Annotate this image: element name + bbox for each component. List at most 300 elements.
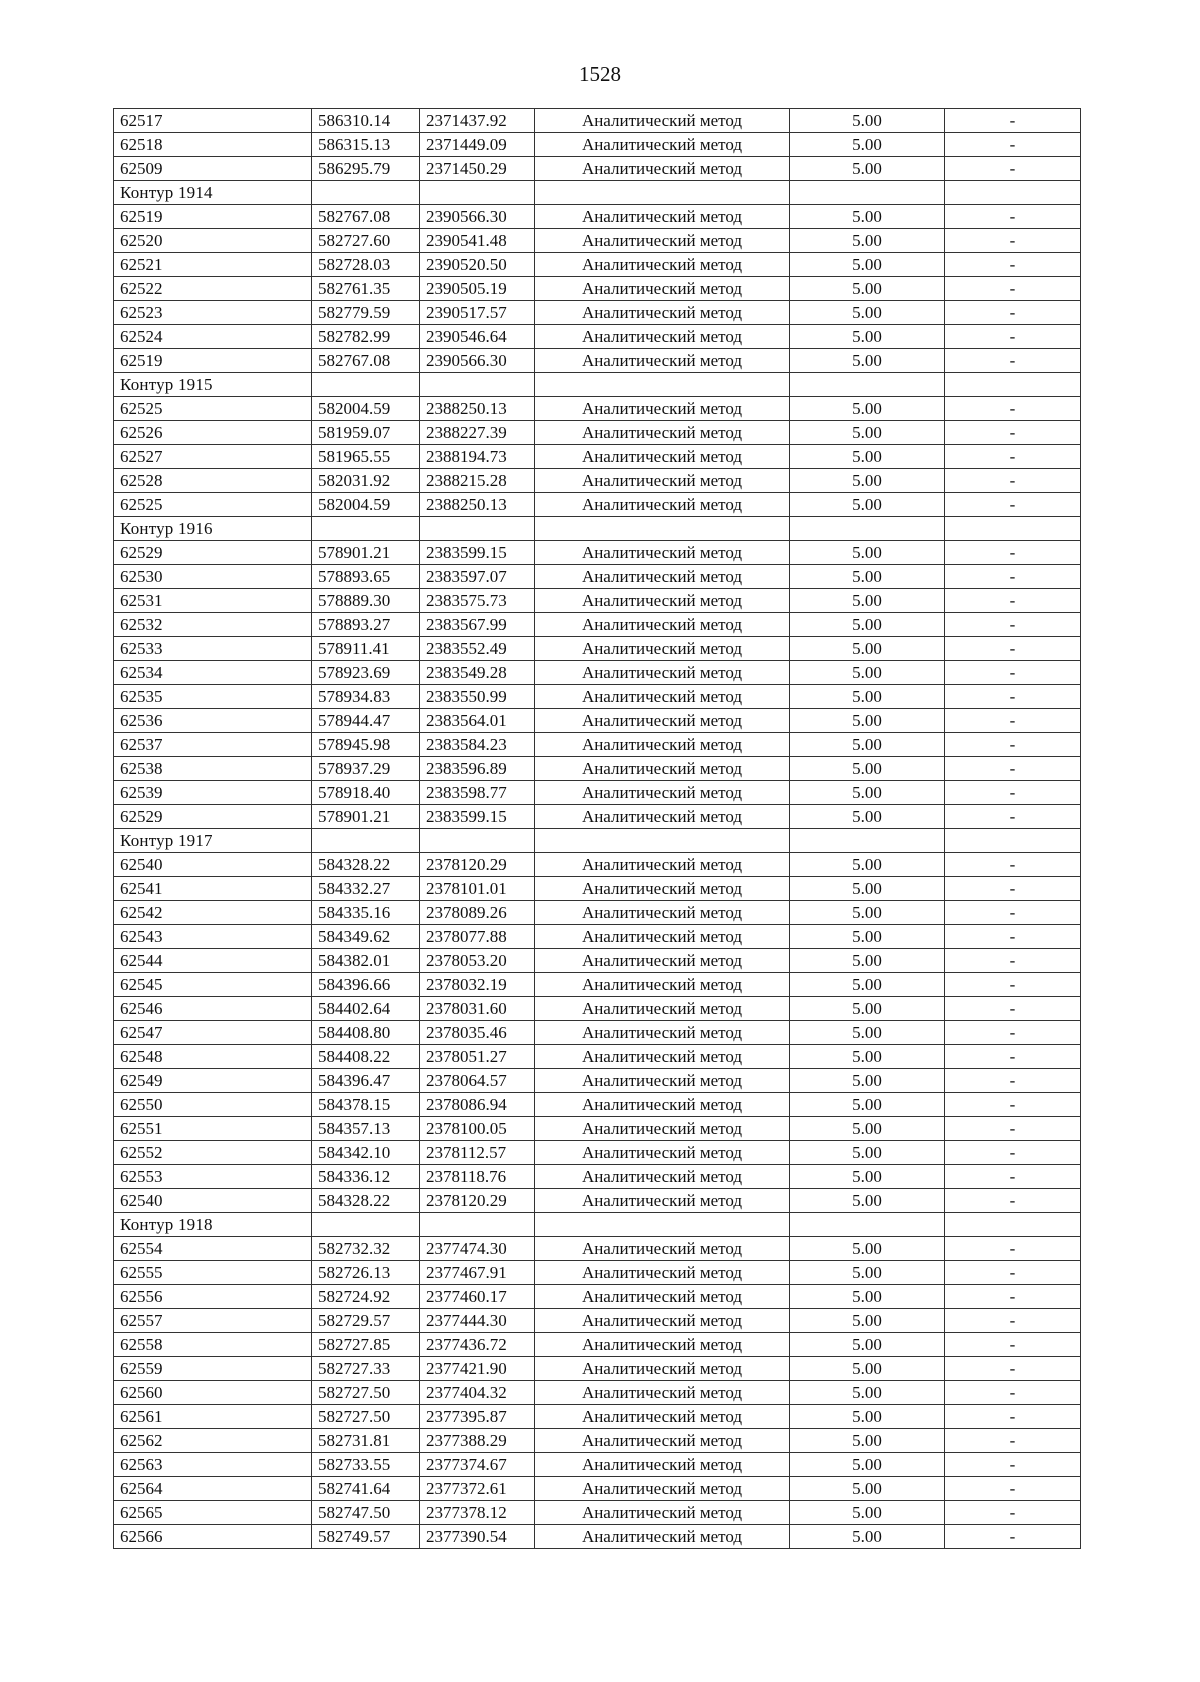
y-coordinate-cell: 2390546.64 — [420, 325, 535, 349]
point-id-cell: 62518 — [114, 133, 312, 157]
point-id-cell: 62529 — [114, 805, 312, 829]
x-coordinate-cell: 582726.13 — [312, 1261, 420, 1285]
coordinates-table-body — [114, 109, 1081, 1549]
note-cell: - — [945, 469, 1081, 493]
y-coordinate-cell: 2377460.17 — [420, 1285, 535, 1309]
y-coordinate-cell: 2377372.61 — [420, 1477, 535, 1501]
table-row — [114, 709, 1081, 733]
table-row — [114, 445, 1081, 469]
point-id-cell: 62561 — [114, 1405, 312, 1429]
note-cell: - — [945, 1069, 1081, 1093]
x-coordinate-cell: 578923.69 — [312, 661, 420, 685]
table-row — [114, 205, 1081, 229]
error-value-cell: 5.00 — [790, 325, 945, 349]
empty-cell — [945, 1213, 1081, 1237]
note-cell: - — [945, 1381, 1081, 1405]
y-coordinate-cell: 2383597.07 — [420, 565, 535, 589]
error-value-cell: 5.00 — [790, 1501, 945, 1525]
note-cell: - — [945, 1333, 1081, 1357]
y-coordinate-cell: 2388250.13 — [420, 493, 535, 517]
error-value-cell: 5.00 — [790, 205, 945, 229]
table-row — [114, 277, 1081, 301]
note-cell: - — [945, 661, 1081, 685]
contour-label-cell: Контур 1918 — [114, 1213, 312, 1237]
point-id-cell: 62560 — [114, 1381, 312, 1405]
x-coordinate-cell: 581965.55 — [312, 445, 420, 469]
table-row — [114, 1093, 1081, 1117]
empty-cell — [312, 1213, 420, 1237]
x-coordinate-cell: 582031.92 — [312, 469, 420, 493]
table-row — [114, 925, 1081, 949]
error-value-cell: 5.00 — [790, 1429, 945, 1453]
point-id-cell: 62546 — [114, 997, 312, 1021]
error-value-cell: 5.00 — [790, 1453, 945, 1477]
error-value-cell: 5.00 — [790, 997, 945, 1021]
y-coordinate-cell: 2388227.39 — [420, 421, 535, 445]
x-coordinate-cell: 582767.08 — [312, 349, 420, 373]
error-value-cell: 5.00 — [790, 229, 945, 253]
y-coordinate-cell: 2383549.28 — [420, 661, 535, 685]
table-row — [114, 613, 1081, 637]
x-coordinate-cell: 584328.22 — [312, 1189, 420, 1213]
error-value-cell: 5.00 — [790, 853, 945, 877]
table-row — [114, 325, 1081, 349]
point-id-cell: 62541 — [114, 877, 312, 901]
empty-cell — [535, 517, 790, 541]
note-cell: - — [945, 445, 1081, 469]
point-id-cell: 62519 — [114, 349, 312, 373]
note-cell: - — [945, 565, 1081, 589]
empty-cell — [312, 517, 420, 541]
method-cell: Аналитический метод — [535, 661, 790, 685]
method-cell: Аналитический метод — [535, 709, 790, 733]
error-value-cell: 5.00 — [790, 541, 945, 565]
contour-label-cell: Контур 1917 — [114, 829, 312, 853]
point-id-cell: 62535 — [114, 685, 312, 709]
note-cell: - — [945, 277, 1081, 301]
error-value-cell: 5.00 — [790, 1381, 945, 1405]
x-coordinate-cell: 582004.59 — [312, 397, 420, 421]
note-cell: - — [945, 805, 1081, 829]
note-cell: - — [945, 349, 1081, 373]
x-coordinate-cell: 582728.03 — [312, 253, 420, 277]
y-coordinate-cell: 2377444.30 — [420, 1309, 535, 1333]
note-cell: - — [945, 997, 1081, 1021]
y-coordinate-cell: 2390541.48 — [420, 229, 535, 253]
x-coordinate-cell: 582727.33 — [312, 1357, 420, 1381]
y-coordinate-cell: 2383598.77 — [420, 781, 535, 805]
point-id-cell: 62542 — [114, 901, 312, 925]
error-value-cell: 5.00 — [790, 685, 945, 709]
error-value-cell: 5.00 — [790, 1069, 945, 1093]
x-coordinate-cell: 578937.29 — [312, 757, 420, 781]
y-coordinate-cell: 2383575.73 — [420, 589, 535, 613]
x-coordinate-cell: 584378.15 — [312, 1093, 420, 1117]
contour-header-row — [114, 373, 1081, 397]
x-coordinate-cell: 582782.99 — [312, 325, 420, 349]
error-value-cell: 5.00 — [790, 877, 945, 901]
note-cell: - — [945, 1117, 1081, 1141]
error-value-cell: 5.00 — [790, 589, 945, 613]
error-value-cell: 5.00 — [790, 157, 945, 181]
table-row — [114, 637, 1081, 661]
error-value-cell: 5.00 — [790, 1405, 945, 1429]
note-cell: - — [945, 613, 1081, 637]
table-row — [114, 901, 1081, 925]
point-id-cell: 62509 — [114, 157, 312, 181]
error-value-cell: 5.00 — [790, 133, 945, 157]
contour-header-row — [114, 1213, 1081, 1237]
y-coordinate-cell: 2378032.19 — [420, 973, 535, 997]
point-id-cell: 62565 — [114, 1501, 312, 1525]
table-row — [114, 877, 1081, 901]
table-row — [114, 109, 1081, 133]
note-cell: - — [945, 1237, 1081, 1261]
y-coordinate-cell: 2377436.72 — [420, 1333, 535, 1357]
x-coordinate-cell: 584408.22 — [312, 1045, 420, 1069]
x-coordinate-cell: 584357.13 — [312, 1117, 420, 1141]
empty-cell — [535, 1213, 790, 1237]
point-id-cell: 62536 — [114, 709, 312, 733]
note-cell: - — [945, 1309, 1081, 1333]
method-cell: Аналитический метод — [535, 877, 790, 901]
x-coordinate-cell: 582767.08 — [312, 205, 420, 229]
empty-cell — [312, 181, 420, 205]
error-value-cell: 5.00 — [790, 781, 945, 805]
point-id-cell: 62564 — [114, 1477, 312, 1501]
error-value-cell: 5.00 — [790, 1285, 945, 1309]
table-row — [114, 1165, 1081, 1189]
note-cell: - — [945, 1453, 1081, 1477]
error-value-cell: 5.00 — [790, 1045, 945, 1069]
contour-header-row — [114, 517, 1081, 541]
note-cell: - — [945, 1477, 1081, 1501]
y-coordinate-cell: 2390517.57 — [420, 301, 535, 325]
error-value-cell: 5.00 — [790, 1333, 945, 1357]
y-coordinate-cell: 2378077.88 — [420, 925, 535, 949]
y-coordinate-cell: 2383552.49 — [420, 637, 535, 661]
x-coordinate-cell: 582004.59 — [312, 493, 420, 517]
error-value-cell: 5.00 — [790, 925, 945, 949]
empty-cell — [535, 829, 790, 853]
point-id-cell: 62529 — [114, 541, 312, 565]
x-coordinate-cell: 582727.85 — [312, 1333, 420, 1357]
error-value-cell: 5.00 — [790, 1141, 945, 1165]
table-row — [114, 1021, 1081, 1045]
point-id-cell: 62559 — [114, 1357, 312, 1381]
x-coordinate-cell: 584328.22 — [312, 853, 420, 877]
table-row — [114, 1477, 1081, 1501]
error-value-cell: 5.00 — [790, 565, 945, 589]
method-cell: Аналитический метод — [535, 1333, 790, 1357]
y-coordinate-cell: 2388215.28 — [420, 469, 535, 493]
note-cell: - — [945, 589, 1081, 613]
point-id-cell: 62554 — [114, 1237, 312, 1261]
method-cell: Аналитический метод — [535, 613, 790, 637]
point-id-cell: 62522 — [114, 277, 312, 301]
x-coordinate-cell: 578889.30 — [312, 589, 420, 613]
empty-cell — [535, 181, 790, 205]
table-row — [114, 1381, 1081, 1405]
note-cell: - — [945, 877, 1081, 901]
table-row — [114, 661, 1081, 685]
note-cell: - — [945, 325, 1081, 349]
note-cell: - — [945, 1501, 1081, 1525]
point-id-cell: 62558 — [114, 1333, 312, 1357]
method-cell: Аналитический метод — [535, 1021, 790, 1045]
method-cell: Аналитический метод — [535, 589, 790, 613]
point-id-cell: 62562 — [114, 1429, 312, 1453]
method-cell: Аналитический метод — [535, 925, 790, 949]
note-cell: - — [945, 1285, 1081, 1309]
method-cell: Аналитический метод — [535, 1405, 790, 1429]
contour-label-cell: Контур 1915 — [114, 373, 312, 397]
y-coordinate-cell: 2378120.29 — [420, 1189, 535, 1213]
method-cell: Аналитический метод — [535, 157, 790, 181]
y-coordinate-cell: 2378086.94 — [420, 1093, 535, 1117]
empty-cell — [790, 517, 945, 541]
error-value-cell: 5.00 — [790, 469, 945, 493]
contour-label-cell: Контур 1914 — [114, 181, 312, 205]
method-cell: Аналитический метод — [535, 277, 790, 301]
y-coordinate-cell: 2378031.60 — [420, 997, 535, 1021]
method-cell: Аналитический метод — [535, 349, 790, 373]
y-coordinate-cell: 2383599.15 — [420, 541, 535, 565]
method-cell: Аналитический метод — [535, 1381, 790, 1405]
note-cell: - — [945, 229, 1081, 253]
table-row — [114, 133, 1081, 157]
point-id-cell: 62551 — [114, 1117, 312, 1141]
x-coordinate-cell: 584336.12 — [312, 1165, 420, 1189]
method-cell: Аналитический метод — [535, 1189, 790, 1213]
point-id-cell: 62553 — [114, 1165, 312, 1189]
y-coordinate-cell: 2378101.01 — [420, 877, 535, 901]
note-cell: - — [945, 421, 1081, 445]
point-id-cell: 62540 — [114, 853, 312, 877]
x-coordinate-cell: 578893.65 — [312, 565, 420, 589]
error-value-cell: 5.00 — [790, 709, 945, 733]
table-row — [114, 1525, 1081, 1549]
note-cell: - — [945, 205, 1081, 229]
point-id-cell: 62540 — [114, 1189, 312, 1213]
empty-cell — [420, 517, 535, 541]
point-id-cell: 62525 — [114, 397, 312, 421]
y-coordinate-cell: 2377474.30 — [420, 1237, 535, 1261]
error-value-cell: 5.00 — [790, 1237, 945, 1261]
table-row — [114, 397, 1081, 421]
point-id-cell: 62538 — [114, 757, 312, 781]
table-row — [114, 1117, 1081, 1141]
table-row — [114, 229, 1081, 253]
empty-cell — [945, 181, 1081, 205]
note-cell: - — [945, 733, 1081, 757]
table-row — [114, 1429, 1081, 1453]
point-id-cell: 62524 — [114, 325, 312, 349]
method-cell: Аналитический метод — [535, 1453, 790, 1477]
note-cell: - — [945, 1165, 1081, 1189]
method-cell: Аналитический метод — [535, 301, 790, 325]
x-coordinate-cell: 584335.16 — [312, 901, 420, 925]
point-id-cell: 62556 — [114, 1285, 312, 1309]
point-id-cell: 62533 — [114, 637, 312, 661]
method-cell: Аналитический метод — [535, 1357, 790, 1381]
method-cell: Аналитический метод — [535, 1237, 790, 1261]
error-value-cell: 5.00 — [790, 1525, 945, 1549]
error-value-cell: 5.00 — [790, 421, 945, 445]
table-row — [114, 1261, 1081, 1285]
table-row — [114, 1285, 1081, 1309]
x-coordinate-cell: 584396.66 — [312, 973, 420, 997]
error-value-cell: 5.00 — [790, 1357, 945, 1381]
x-coordinate-cell: 582724.92 — [312, 1285, 420, 1309]
error-value-cell: 5.00 — [790, 1189, 945, 1213]
error-value-cell: 5.00 — [790, 613, 945, 637]
error-value-cell: 5.00 — [790, 901, 945, 925]
table-row — [114, 469, 1081, 493]
error-value-cell: 5.00 — [790, 301, 945, 325]
table-row — [114, 733, 1081, 757]
y-coordinate-cell: 2377467.91 — [420, 1261, 535, 1285]
error-value-cell: 5.00 — [790, 949, 945, 973]
y-coordinate-cell: 2378112.57 — [420, 1141, 535, 1165]
x-coordinate-cell: 582779.59 — [312, 301, 420, 325]
note-cell: - — [945, 925, 1081, 949]
y-coordinate-cell: 2390520.50 — [420, 253, 535, 277]
error-value-cell: 5.00 — [790, 493, 945, 517]
error-value-cell: 5.00 — [790, 1309, 945, 1333]
table-row — [114, 973, 1081, 997]
point-id-cell: 62545 — [114, 973, 312, 997]
note-cell: - — [945, 157, 1081, 181]
y-coordinate-cell: 2377378.12 — [420, 1501, 535, 1525]
error-value-cell: 5.00 — [790, 277, 945, 301]
y-coordinate-cell: 2383584.23 — [420, 733, 535, 757]
note-cell: - — [945, 397, 1081, 421]
note-cell: - — [945, 1093, 1081, 1117]
note-cell: - — [945, 709, 1081, 733]
y-coordinate-cell: 2377421.90 — [420, 1357, 535, 1381]
note-cell: - — [945, 1261, 1081, 1285]
point-id-cell: 62537 — [114, 733, 312, 757]
y-coordinate-cell: 2388250.13 — [420, 397, 535, 421]
y-coordinate-cell: 2390505.19 — [420, 277, 535, 301]
method-cell: Аналитический метод — [535, 325, 790, 349]
y-coordinate-cell: 2371437.92 — [420, 109, 535, 133]
note-cell: - — [945, 1141, 1081, 1165]
method-cell: Аналитический метод — [535, 493, 790, 517]
y-coordinate-cell: 2390566.30 — [420, 349, 535, 373]
x-coordinate-cell: 581959.07 — [312, 421, 420, 445]
table-row — [114, 805, 1081, 829]
method-cell: Аналитический метод — [535, 781, 790, 805]
x-coordinate-cell: 582741.64 — [312, 1477, 420, 1501]
table-row — [114, 1045, 1081, 1069]
error-value-cell: 5.00 — [790, 1021, 945, 1045]
y-coordinate-cell: 2378051.27 — [420, 1045, 535, 1069]
table-row — [114, 685, 1081, 709]
method-cell: Аналитический метод — [535, 1309, 790, 1333]
y-coordinate-cell: 2378035.46 — [420, 1021, 535, 1045]
note-cell: - — [945, 901, 1081, 925]
method-cell: Аналитический метод — [535, 733, 790, 757]
note-cell: - — [945, 133, 1081, 157]
empty-cell — [790, 373, 945, 397]
method-cell: Аналитический метод — [535, 997, 790, 1021]
x-coordinate-cell: 578918.40 — [312, 781, 420, 805]
y-coordinate-cell: 2377390.54 — [420, 1525, 535, 1549]
x-coordinate-cell: 582727.50 — [312, 1405, 420, 1429]
empty-cell — [945, 373, 1081, 397]
method-cell: Аналитический метод — [535, 973, 790, 997]
point-id-cell: 62532 — [114, 613, 312, 637]
table-row — [114, 493, 1081, 517]
x-coordinate-cell: 582731.81 — [312, 1429, 420, 1453]
method-cell: Аналитический метод — [535, 1285, 790, 1309]
method-cell: Аналитический метод — [535, 1165, 790, 1189]
contour-header-row — [114, 829, 1081, 853]
note-cell: - — [945, 1405, 1081, 1429]
x-coordinate-cell: 586315.13 — [312, 133, 420, 157]
note-cell: - — [945, 685, 1081, 709]
error-value-cell: 5.00 — [790, 1477, 945, 1501]
note-cell: - — [945, 109, 1081, 133]
x-coordinate-cell: 582733.55 — [312, 1453, 420, 1477]
contour-label-cell: Контур 1916 — [114, 517, 312, 541]
method-cell: Аналитический метод — [535, 1501, 790, 1525]
error-value-cell: 5.00 — [790, 1117, 945, 1141]
point-id-cell: 62534 — [114, 661, 312, 685]
x-coordinate-cell: 582727.50 — [312, 1381, 420, 1405]
note-cell: - — [945, 1189, 1081, 1213]
table-row — [114, 1189, 1081, 1213]
point-id-cell: 62552 — [114, 1141, 312, 1165]
table-row — [114, 1453, 1081, 1477]
table-row — [114, 1069, 1081, 1093]
table-row — [114, 1405, 1081, 1429]
table-row — [114, 949, 1081, 973]
table-row — [114, 1237, 1081, 1261]
method-cell: Аналитический метод — [535, 1261, 790, 1285]
empty-cell — [945, 517, 1081, 541]
method-cell: Аналитический метод — [535, 109, 790, 133]
y-coordinate-cell: 2377395.87 — [420, 1405, 535, 1429]
y-coordinate-cell: 2377388.29 — [420, 1429, 535, 1453]
method-cell: Аналитический метод — [535, 397, 790, 421]
empty-cell — [535, 373, 790, 397]
x-coordinate-cell: 584396.47 — [312, 1069, 420, 1093]
table-row — [114, 541, 1081, 565]
x-coordinate-cell: 582732.32 — [312, 1237, 420, 1261]
table-row — [114, 1333, 1081, 1357]
method-cell: Аналитический метод — [535, 541, 790, 565]
table-row — [114, 589, 1081, 613]
method-cell: Аналитический метод — [535, 1045, 790, 1069]
method-cell: Аналитический метод — [535, 1069, 790, 1093]
error-value-cell: 5.00 — [790, 757, 945, 781]
empty-cell — [420, 1213, 535, 1237]
method-cell: Аналитический метод — [535, 685, 790, 709]
x-coordinate-cell: 586310.14 — [312, 109, 420, 133]
method-cell: Аналитический метод — [535, 205, 790, 229]
x-coordinate-cell: 584332.27 — [312, 877, 420, 901]
table-row — [114, 349, 1081, 373]
method-cell: Аналитический метод — [535, 253, 790, 277]
point-id-cell: 62527 — [114, 445, 312, 469]
point-id-cell: 62557 — [114, 1309, 312, 1333]
x-coordinate-cell: 584349.62 — [312, 925, 420, 949]
point-id-cell: 62566 — [114, 1525, 312, 1549]
point-id-cell: 62547 — [114, 1021, 312, 1045]
